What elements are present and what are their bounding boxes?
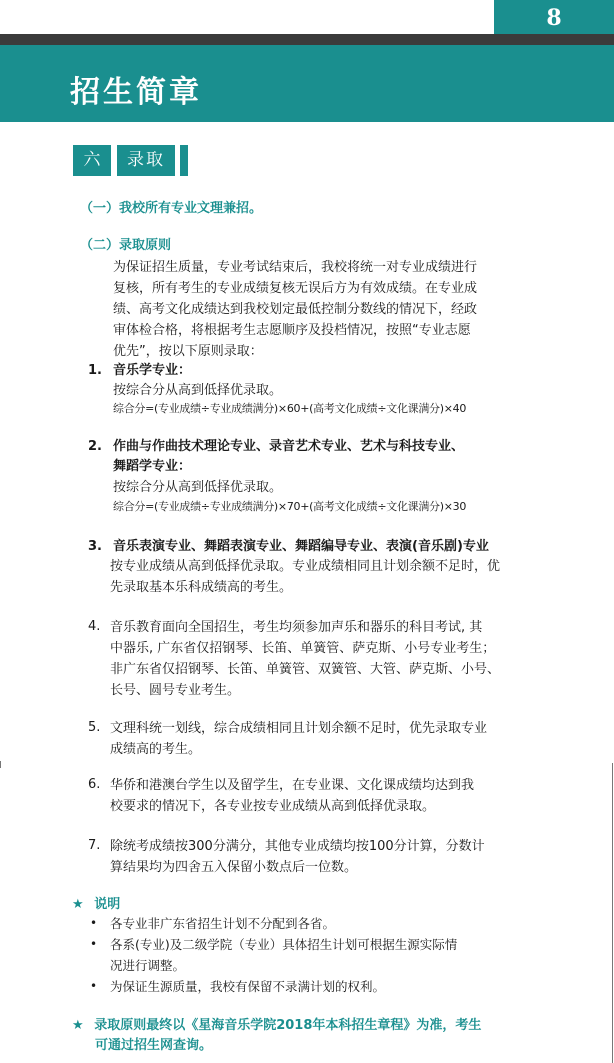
item-number: 2. [88,439,102,454]
item-text: 先录取基本乐科成绩高的考生。 [110,580,293,595]
item-text: 华侨和港澳台学生以及留学生，在专业课、文化课成绩均达到我 [110,778,475,793]
final-note-line: 可通过招生网查询。 [95,1038,213,1053]
section-number: 六 [73,145,111,176]
item-text: 校要求的情况下，各专业按专业成绩从高到低择优录取。 [110,799,436,814]
item-title: 作曲与作曲技术理论专业、录音艺术专业、艺术与科技专业、 [113,439,465,454]
note-item: 为保证生源质量，我校有保留不录满计划的权利。 [110,979,386,994]
page-edge-line [612,763,613,1063]
item-text: 成绩高的考生。 [110,742,202,757]
item-number: 5. [88,720,101,735]
item-title: 音乐学专业： [113,363,192,378]
section-stripe [180,145,188,176]
notes-heading [72,896,120,914]
item-text: 算结果均为四舍五入保留小数点后一位数。 [110,860,358,875]
item-title: 舞蹈学专业： [113,459,192,474]
page-title: 招生简章 [70,75,202,110]
bullet-icon: • [90,979,98,993]
intro-line: 复核，所有考生的专业成绩复核无误后方为有效成绩。在专业成 [113,281,478,296]
item-number: 1. [88,363,102,378]
intro-line: 绩、高考文化成绩达到我校划定最低控制分数线的情况下，经政 [113,302,478,317]
item-title: 音乐表演专业、舞蹈表演专业、舞蹈编导专业、表演(音乐剧)专业 [113,539,489,554]
star-icon: ★ [72,897,84,912]
intro-line: 审体检合格，将根据考生志愿顺序及投档情况，按照“专业志愿 [113,323,471,338]
item-formula: 综合分=(专业成绩÷专业成绩满分)×60+(高考文化成绩÷文化课满分)×40 [113,402,467,415]
notes-heading-text: 说明 [94,897,121,912]
item-number: 7. [88,838,101,853]
item-text: 非广东省仅招钢琴、长笛、单簧管、双簧管、大管、萨克斯、小号、 [110,662,501,677]
part2-heading: （二）录取原则 [80,238,172,253]
note-item: 况进行调整。 [110,958,186,973]
page-number: 8 [494,0,614,34]
item-text: 长号、圆号专业考生。 [110,683,241,698]
item-text: 按专业成绩从高到低择优录取。专业成绩相同且计划余额不足时，优 [110,559,501,574]
item-text: 文理科统一划线，综合成绩相同且计划余额不足时，优先录取专业 [110,721,488,736]
item-formula: 综合分=(专业成绩÷专业成绩满分)×70+(高考文化成绩÷文化课满分)×30 [113,500,467,513]
intro-line: 为保证招生质量，专业考试结束后，我校将统一对专业成绩进行 [113,260,478,275]
page-edge-mark [0,761,1,768]
intro-line: 优先”，按以下原则录取： [113,344,263,359]
item-text: 按综合分从高到低择优录取。 [113,480,283,495]
bullet-icon: • [90,937,98,951]
item-text: 音乐教育面向全国招生，考生均须参加声乐和器乐的科目考试, 其 [110,620,483,635]
item-number: 4. [88,619,101,634]
part1-heading: （一）我校所有专业文理兼招。 [80,201,263,216]
note-item: 各系(专业)及二级学院（专业）具体招生计划可根据生源实际情 [110,937,458,952]
section-title: 录取 [117,145,175,176]
item-number: 6. [88,777,101,792]
item-text: 除统考成绩按300分满分，其他专业成绩均按100分计算，分数计 [110,839,485,854]
final-note-text: 录取原则最终以《星海音乐学院2018年本科招生章程》为准，考生 [94,1018,482,1033]
note-item: 各专业非广东省招生计划不分配到各省。 [110,916,336,931]
final-note-line [72,1017,481,1035]
bullet-icon: • [90,916,98,930]
star-icon: ★ [72,1018,84,1033]
item-number: 3. [88,539,102,554]
item-text: 按综合分从高到低择优录取。 [113,383,283,398]
item-text: 中器乐, 广东省仅招钢琴、长笛、单簧管、萨克斯、小号专业考生； [110,641,496,656]
header-dark-bar [0,34,614,45]
